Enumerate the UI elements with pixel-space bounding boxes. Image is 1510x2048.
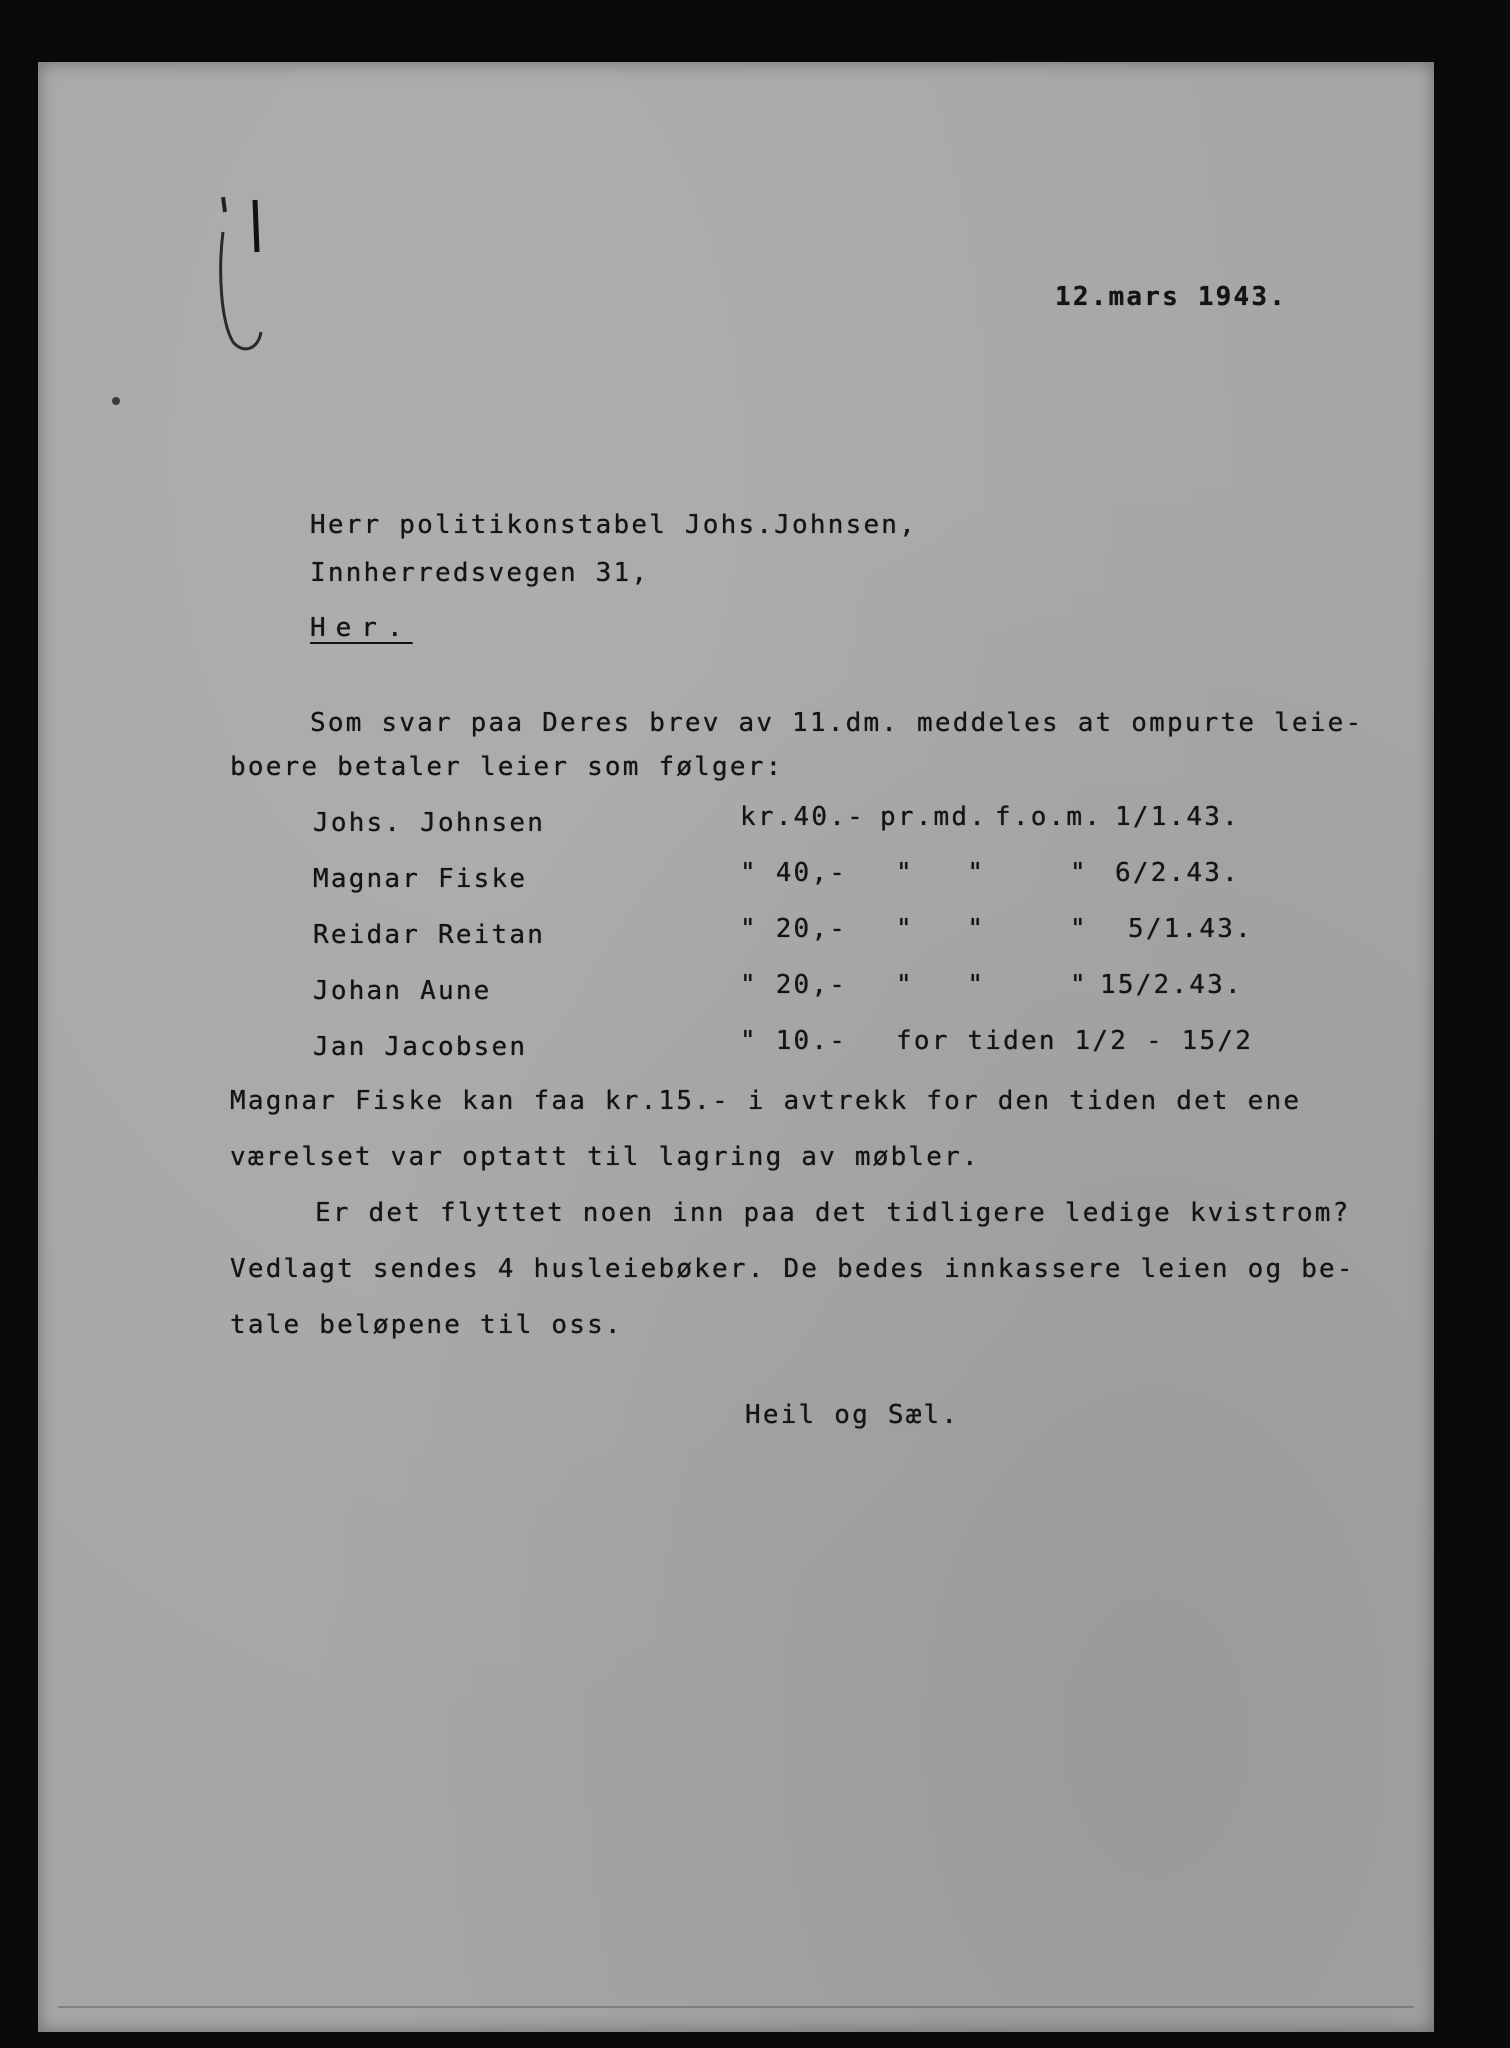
closing: Heil og Sæl. xyxy=(745,1400,960,1430)
recipient-line-1: Herr politikonstabel Johs.Johnsen, xyxy=(310,510,918,540)
paper-fold-line xyxy=(58,2006,1414,2018)
tenant-amount: kr.40.- xyxy=(740,802,865,832)
tenant-amount: " 40,- xyxy=(740,858,848,888)
tenant-amount: " 20,- xyxy=(740,914,848,944)
tenant-amount: " 20,- xyxy=(740,970,848,1000)
tenant-name: Johs. Johnsen xyxy=(313,808,546,838)
tenant-from: " xyxy=(1070,970,1088,1000)
tenant-name: Magnar Fiske xyxy=(313,864,528,894)
tenant-date: 5/1.43. xyxy=(1128,914,1253,944)
salutation: Her. xyxy=(310,613,413,643)
tenant-from: f.o.m. xyxy=(995,802,1103,832)
body-line-4: Vedlagt sendes 4 husleiebøker. De bedes innkassere leien og be- xyxy=(230,1254,1355,1284)
tenant-name: Johan Aune xyxy=(313,976,492,1006)
tenant-period: pr.md. xyxy=(880,802,988,832)
tenant-period: " " xyxy=(896,970,986,1000)
tenant-date: 15/2.43. xyxy=(1100,970,1243,1000)
intro-line-1: Som svar paa Deres brev av 11.dm. meddeles at ompurte leie- xyxy=(310,708,1364,738)
body-line-3: Er det flyttet noen inn paa det tidligere ledige kvistrom? xyxy=(315,1198,1351,1228)
tenant-from: " xyxy=(1070,858,1088,888)
intro-line-2: boere betaler leier som følger: xyxy=(230,752,784,782)
tenant-name: Reidar Reitan xyxy=(313,920,546,950)
tenant-period: for tiden 1/2 - 15/2 xyxy=(896,1026,1254,1056)
ink-speck xyxy=(112,397,120,405)
tenant-date: 6/2.43. xyxy=(1115,858,1240,888)
recipient-line-2: Innherredsvegen 31, xyxy=(310,558,650,588)
body-line-5: tale beløpene til oss. xyxy=(230,1310,623,1340)
tenant-period: " " xyxy=(896,914,986,944)
tenant-period: " " xyxy=(896,858,986,888)
body-line-1: Magnar Fiske kan faa kr.15.- i avtrekk for den tiden det ene xyxy=(230,1086,1302,1116)
tenant-amount: " 10.- xyxy=(740,1026,848,1056)
tenant-from: " xyxy=(1070,914,1088,944)
tenant-name: Jan Jacobsen xyxy=(313,1032,528,1062)
letter-date: 12.mars 1943. xyxy=(1055,282,1288,312)
body-line-2: værelset var optatt til lagring av møbler. xyxy=(230,1142,980,1172)
tenant-date: 1/1.43. xyxy=(1115,802,1240,832)
pencil-mark-icon xyxy=(213,192,273,357)
